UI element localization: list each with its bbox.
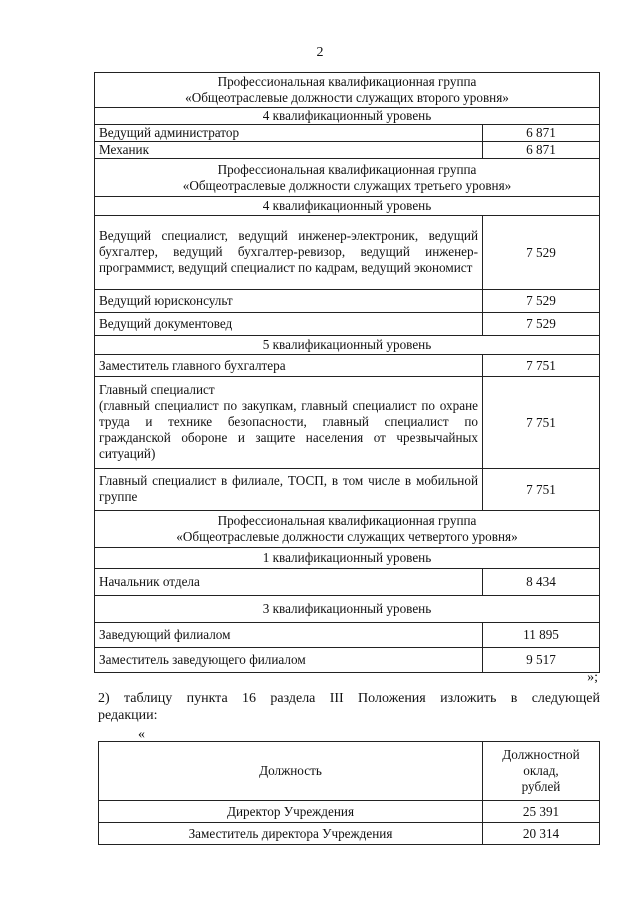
position-cell: Ведущий документовед xyxy=(95,313,483,336)
position-cell: Начальник отдела xyxy=(95,569,483,596)
header-salary-line: Должностной xyxy=(502,747,580,762)
salary-cell: 8 434 xyxy=(483,569,600,596)
level-row xyxy=(95,108,600,125)
header-salary xyxy=(483,742,600,801)
group-subtitle: «Общеотраслевые должности служащих третьего уровня» xyxy=(182,177,512,193)
salary-cell: 20 314 xyxy=(483,823,600,845)
salary-table-first xyxy=(94,72,600,673)
salary-cell: 25 391 xyxy=(483,801,600,823)
salary-cell: 6 871 xyxy=(483,125,600,142)
salary-cell: 7 751 xyxy=(483,377,600,469)
position-cell: Ведущий юрисконсульт xyxy=(95,290,483,313)
table-row xyxy=(95,125,600,142)
table-row xyxy=(95,290,600,313)
level-row xyxy=(95,596,600,623)
table-header-row xyxy=(99,742,600,801)
salary-cell: 7 751 xyxy=(483,469,600,511)
group-header-cell xyxy=(95,159,600,197)
salary-cell: 9 517 xyxy=(483,648,600,673)
position-cell: Заместитель директора Учреждения xyxy=(99,823,483,845)
header-salary-line: оклад, xyxy=(523,763,559,778)
salary-table-second xyxy=(98,741,600,845)
instruction-paragraph: 2) таблицу пункта 16 раздела III Положения изложить в следующей xyxy=(98,691,600,706)
level-label: 3 квалификационный уровень xyxy=(95,596,600,623)
position-title: Главный специалист xyxy=(99,382,215,397)
table-row xyxy=(95,569,600,596)
table-row xyxy=(95,648,600,673)
salary-cell: 11 895 xyxy=(483,623,600,648)
opening-quote-mark: « xyxy=(138,727,145,742)
position-cell: Главный специалист в филиале, ТОСП, в том числе в мобильной группе xyxy=(95,469,483,511)
level-row xyxy=(95,548,600,569)
salary-cell: 6 871 xyxy=(483,142,600,159)
page-number: 2 xyxy=(316,45,324,60)
table-row xyxy=(95,313,600,336)
group-header-row xyxy=(95,511,600,548)
level-label: 1 квалификационный уровень xyxy=(95,548,600,569)
header-position: Должность xyxy=(99,742,483,801)
table-row xyxy=(95,469,600,511)
header-salary-line: рублей xyxy=(521,779,561,794)
position-cell: Директор Учреждения xyxy=(99,801,483,823)
position-cell: Заведующий филиалом xyxy=(95,623,483,648)
position-cell xyxy=(95,377,483,469)
salary-cell: 7 529 xyxy=(483,313,600,336)
table-row xyxy=(99,801,600,823)
table-row xyxy=(95,623,600,648)
level-label: 5 квалификационный уровень xyxy=(95,336,600,355)
salary-cell: 7 529 xyxy=(483,216,600,290)
group-title: Профессиональная квалификационная группа xyxy=(217,74,477,89)
position-cell: Заместитель главного бухгалтера xyxy=(95,355,483,377)
level-row xyxy=(95,336,600,355)
position-cell: Заместитель заведующего филиалом xyxy=(95,648,483,673)
group-header-row xyxy=(95,73,600,108)
table-row xyxy=(95,142,600,159)
position-cell: Ведущий специалист, ведущий инженер-электроник, ведущий бухгалтер, ведущий бухгалтер-ревизор, ведущий инженер-программист, ведущий специалист по кадрам, ведущий экономист xyxy=(95,216,483,290)
salary-cell: 7 751 xyxy=(483,355,600,377)
instruction-paragraph-end: редакции: xyxy=(98,708,158,723)
group-header-cell xyxy=(95,511,600,548)
group-header-row xyxy=(95,159,600,197)
level-label: 4 квалификационный уровень xyxy=(95,197,600,216)
group-subtitle: «Общеотраслевые должности служащих четвертого уровня» xyxy=(176,529,518,544)
position-cell: Механик xyxy=(95,142,483,159)
level-row xyxy=(95,197,600,216)
closing-quote-mark: »; xyxy=(587,670,598,685)
salary-cell: 7 529 xyxy=(483,290,600,313)
table-row xyxy=(95,377,600,469)
position-note: (главный специалист по закупкам, главный специалист по охране труда и технике безопасности, главный специалист по гражданской обороне и защите населения от чрезвычайных ситуаций) xyxy=(99,398,478,461)
group-title: Профессиональная квалификационная группа xyxy=(217,161,477,177)
table-row xyxy=(95,216,600,290)
level-label: 4 квалификационный уровень xyxy=(95,108,600,125)
table-row xyxy=(95,355,600,377)
group-subtitle: «Общеотраслевые должности служащих второго уровня» xyxy=(185,90,509,105)
table-row xyxy=(99,823,600,845)
group-title: Профессиональная квалификационная группа xyxy=(217,513,477,528)
position-cell: Ведущий администратор xyxy=(95,125,483,142)
group-header-cell xyxy=(95,73,600,108)
